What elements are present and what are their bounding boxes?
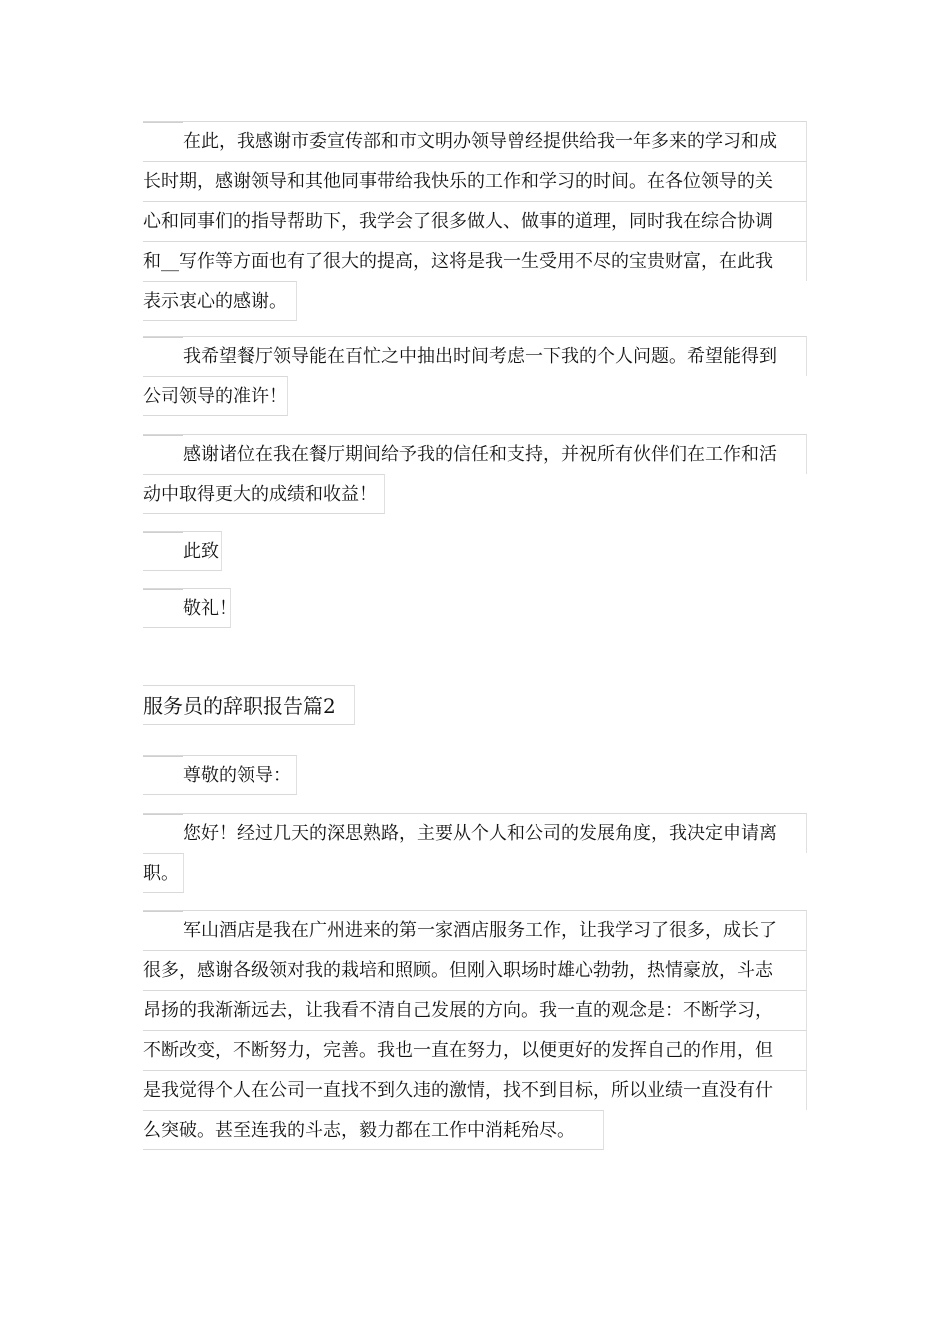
text-line: 和__写作等方面也有了很大的提高，这将是我一生受用不尽的宝贵财富，在此我 [143,241,807,281]
text-line: 昂扬的我渐渐远去，让我看不清自己发展的方向。我一直的观念是：不断学习， [143,990,807,1030]
closing-salutation [143,531,807,571]
paragraph-decision [143,813,807,893]
first-line-indent [143,589,183,629]
text-line: 表示衷心的感谢。 [143,281,297,321]
text-line: 不断改变，不断努力，完善。我也一直在努力，以便更好的发挥自己的作用，但 [143,1030,807,1070]
section-heading [143,685,807,725]
text-line: 我希望餐厅领导能在百忙之中抽出时间考虑一下我的个人问题。希望能得到 [143,336,807,376]
text-line: 公司领导的准许！ [143,376,288,416]
heading-line: 服务员的辞职报告篇2 [143,685,355,725]
first-line-indent [143,337,183,377]
text-line: 很多，感谢各级领对我的栽培和照顾。但刚入职场时雄心勃勃，热情豪放，斗志 [143,950,807,990]
text-line: 么突破。甚至连我的斗志，毅力都在工作中消耗殆尽。 [143,1110,604,1150]
closing-respect [143,588,807,628]
paragraph-gratitude [143,121,807,321]
greeting [143,755,807,795]
paragraph-request [143,336,807,416]
text-line: 您好！经过几天的深思熟路，主要从个人和公司的发展角度，我决定申请离 [143,813,807,853]
text-line: 心和同事们的指导帮助下，我学会了很多做人、做事的道理，同时我在综合协调 [143,201,807,241]
text-line: 军山酒店是我在广州进来的第一家酒店服务工作，让我学习了很多，成长了 [143,910,807,950]
text-line: 在此，我感谢市委宣传部和市文明办领导曾经提供给我一年多来的学习和成 [143,121,807,161]
text-line: 长时期，感谢领导和其他同事带给我快乐的工作和学习的时间。在各位领导的关 [143,161,807,201]
text-line: 尊敬的领导： [143,755,297,795]
text-line: 此致 [143,531,222,571]
paragraph-thanks [143,434,807,514]
first-line-indent [143,435,183,475]
text-line: 感谢诸位在我在餐厅期间给予我的信任和支持，并祝所有伙伴们在工作和活 [143,434,807,474]
first-line-indent [143,756,183,796]
first-line-indent [143,122,183,162]
first-line-indent [143,814,183,854]
first-line-indent [143,911,183,951]
text-line: 职。 [143,853,184,893]
first-line-indent [143,532,183,572]
text-line: 是我觉得个人在公司一直找不到久违的激情，找不到目标，所以业绩一直没有什 [143,1070,807,1110]
paragraph-experience [143,910,807,1150]
text-line: 动中取得更大的成绩和收益！ [143,474,385,514]
text-line: 敬礼！ [143,588,231,628]
